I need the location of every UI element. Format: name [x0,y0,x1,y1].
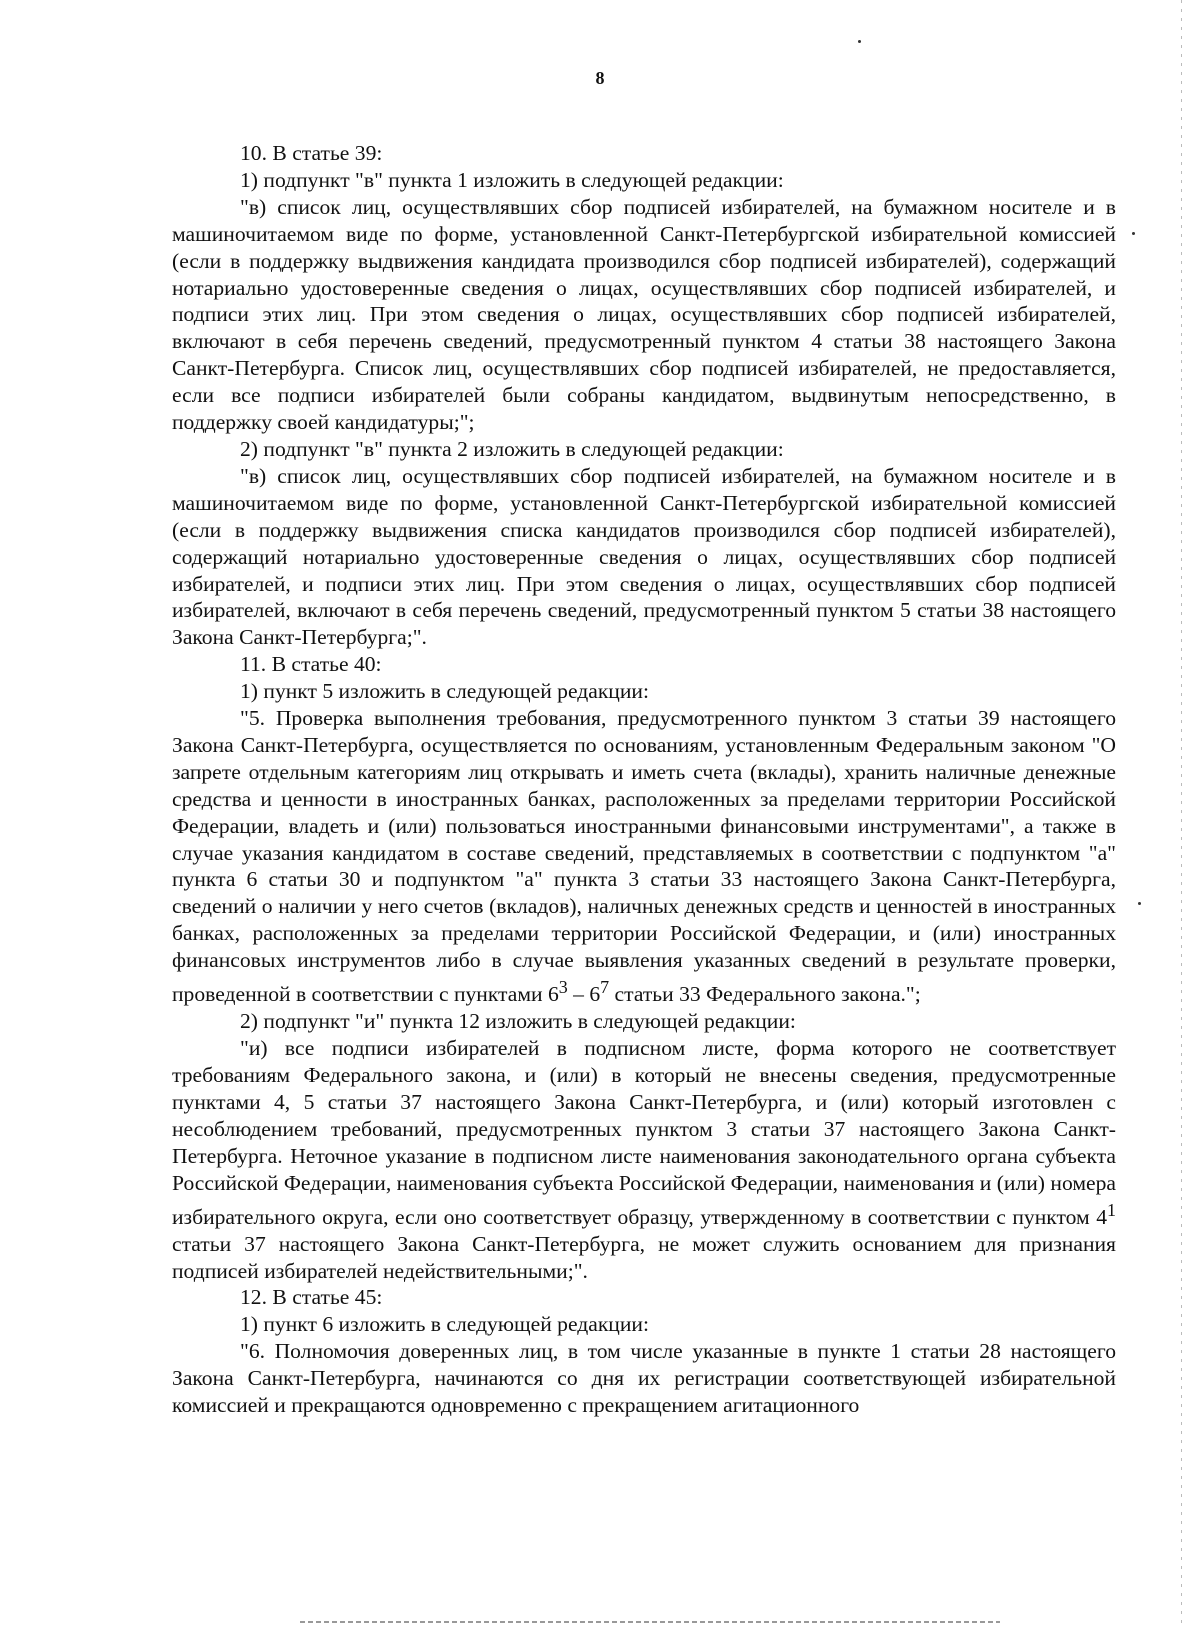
document-body [172,140,1116,1419]
paragraph-quote-v-1: "в) список лиц, осуществлявших сбор подписей избирателей, на бумажном носителе и в машиночитаемом виде по форме, установленной Санкт-Петербургской избирательной комиссией (если в поддержку выдвижения кандидата производился сбор подписей избирателей), содержащий нотариально удостоверенные сведения о лицах, осуществлявших сбор подписей избирателей, и подписи этих лиц. При этом сведения о лицах, осуществлявших сбор подписей избирателей, включают в себя перечень сведений, предусмотренный пунктом 4 статьи 38 настоящего Закона Санкт-Петербурга. Список лиц, осуществлявших сбор подписей избирателей, не предоставляется, если все подписи избирателей были собраны кандидатом, выдвинутым непосредственно, в поддержку своей кандидатуры;"; [172,194,1116,435]
scan-bottom-artifact [300,1621,1000,1623]
paragraph-quote-point-6: "6. Полномочия доверенных лиц, в том числе указанные в пункте 1 статьи 28 настоящего Закона Санкт-Петербурга, начинаются со дня их регистрации соответствующей избирательной комиссией и прекращаются одновременно с прекращением агитационного [172,1339,1116,1418]
page-number: 8 [595,68,605,88]
paragraph-quote-v-2: "в) список лиц, осуществлявших сбор подписей избирателей, на бумажном носителе и в машиночитаемом виде по форме, установленной Санкт-Петербургской избирательной комиссией (если в поддержку выдвижения списка кандидатов производился сбор подписей избирателей), содержащий нотариально удостоверенные сведения о лицах, осуществлявших сбор подписей избирателей, и подписи этих лиц. При этом сведения о лицах, осуществлявших сбор подписей избирателей, включают в себя перечень сведений, предусмотренный пунктом 5 статьи 38 настоящего Закона Санкт-Петербурга;". [172,463,1116,650]
paragraph-article-40-heading: 11. В статье 40: [240,652,382,677]
paragraph-subitem-2: 2) подпункт "в" пункта 2 изложить в следующей редакции: [240,436,784,461]
scan-speck [1138,902,1141,905]
paragraph-quote-point-5-text: "5. Проверка выполнения требования, предусмотренного пунктом 3 статьи 39 настоящего Закона Санкт-Петербурга, осуществляется по основаниям, установленным Федеральным законом "О запрете отдельным категориям лиц открывать и иметь счета (вклады), хранить наличные денежные средства и ценности в иностранных банках, расположенных за пределами территории Российской Федерации, владеть и (или) пользоваться иностранными финансовыми инструментами", а также в случае указания кандидатом в составе сведений, представляемых в соответствии с подпунктом "а" пункта 6 статьи 30 и подпунктом "а" пункта 3 статьи 33 настоящего Закона Санкт-Петербурга, сведений о наличии у него счетов (вкладов), наличных денежных средств и ценностей в иностранных банках, расположенных за пределами территории Российской Федерации, и (или) иностранных финансовых инструментов либо в случае выявления указанных сведений в результате проверки, проведенной в соответствии с пунктами 6 [172,706,1116,1007]
scan-speck [858,40,861,43]
scan-edge-artifact [1181,0,1182,1629]
superscript: 7 [600,977,610,998]
superscript: 1 [1107,1199,1116,1220]
superscript: 3 [558,977,568,998]
paragraph-point-6-heading: 1) пункт 6 изложить в следующей редакции: [240,1312,649,1337]
scan-speck [1132,232,1135,235]
paragraph-article-39-heading: 10. В статье 39: [240,141,383,165]
paragraph-quote-i-text: "и) все подписи избирателей в подписном листе, форма которого не соответствует требованиям Федерального закона, и (или) в который не внесены сведения, предусмотренные пунктами 4, 5 статьи 37 настоящего Закона Санкт-Петербурга, и (или) который изготовлен с несоблюдением требований, предусмотренных пунктом 3 статьи 37 настоящего Закона Санкт-Петербурга. Неточное указание в подписном листе наименования законодательного органа субъекта Российской Федерации, наименования субъекта Российской Федерации, наименования и (или) номера избирательного округа, если оно соответствует образцу, утвержденному в соответствии с пунктом 4 [172,1036,1116,1229]
text-fragment: статьи 33 Федерального закона."; [609,982,921,1007]
text-fragment: – 6 [567,982,601,1007]
paragraph-point-5-heading: 1) пункт 5 изложить в следующей редакции: [240,679,649,704]
paragraph-article-45-heading: 12. В статье 45: [240,1285,383,1310]
paragraph-quote-point-5 [172,705,1116,1008]
paragraph-subitem-i-heading: 2) подпункт "и" пункта 12 изложить в следующей редакции: [240,1009,796,1034]
text-fragment: статьи 37 настоящего Закона Санкт-Петербурга, не может служить основанием для признания подписей избирателей недействительными;". [172,1231,1116,1283]
paragraph-subitem-1: 1) подпункт "в" пункта 1 изложить в следующей редакции: [240,167,784,192]
paragraph-quote-i [172,1035,1116,1284]
